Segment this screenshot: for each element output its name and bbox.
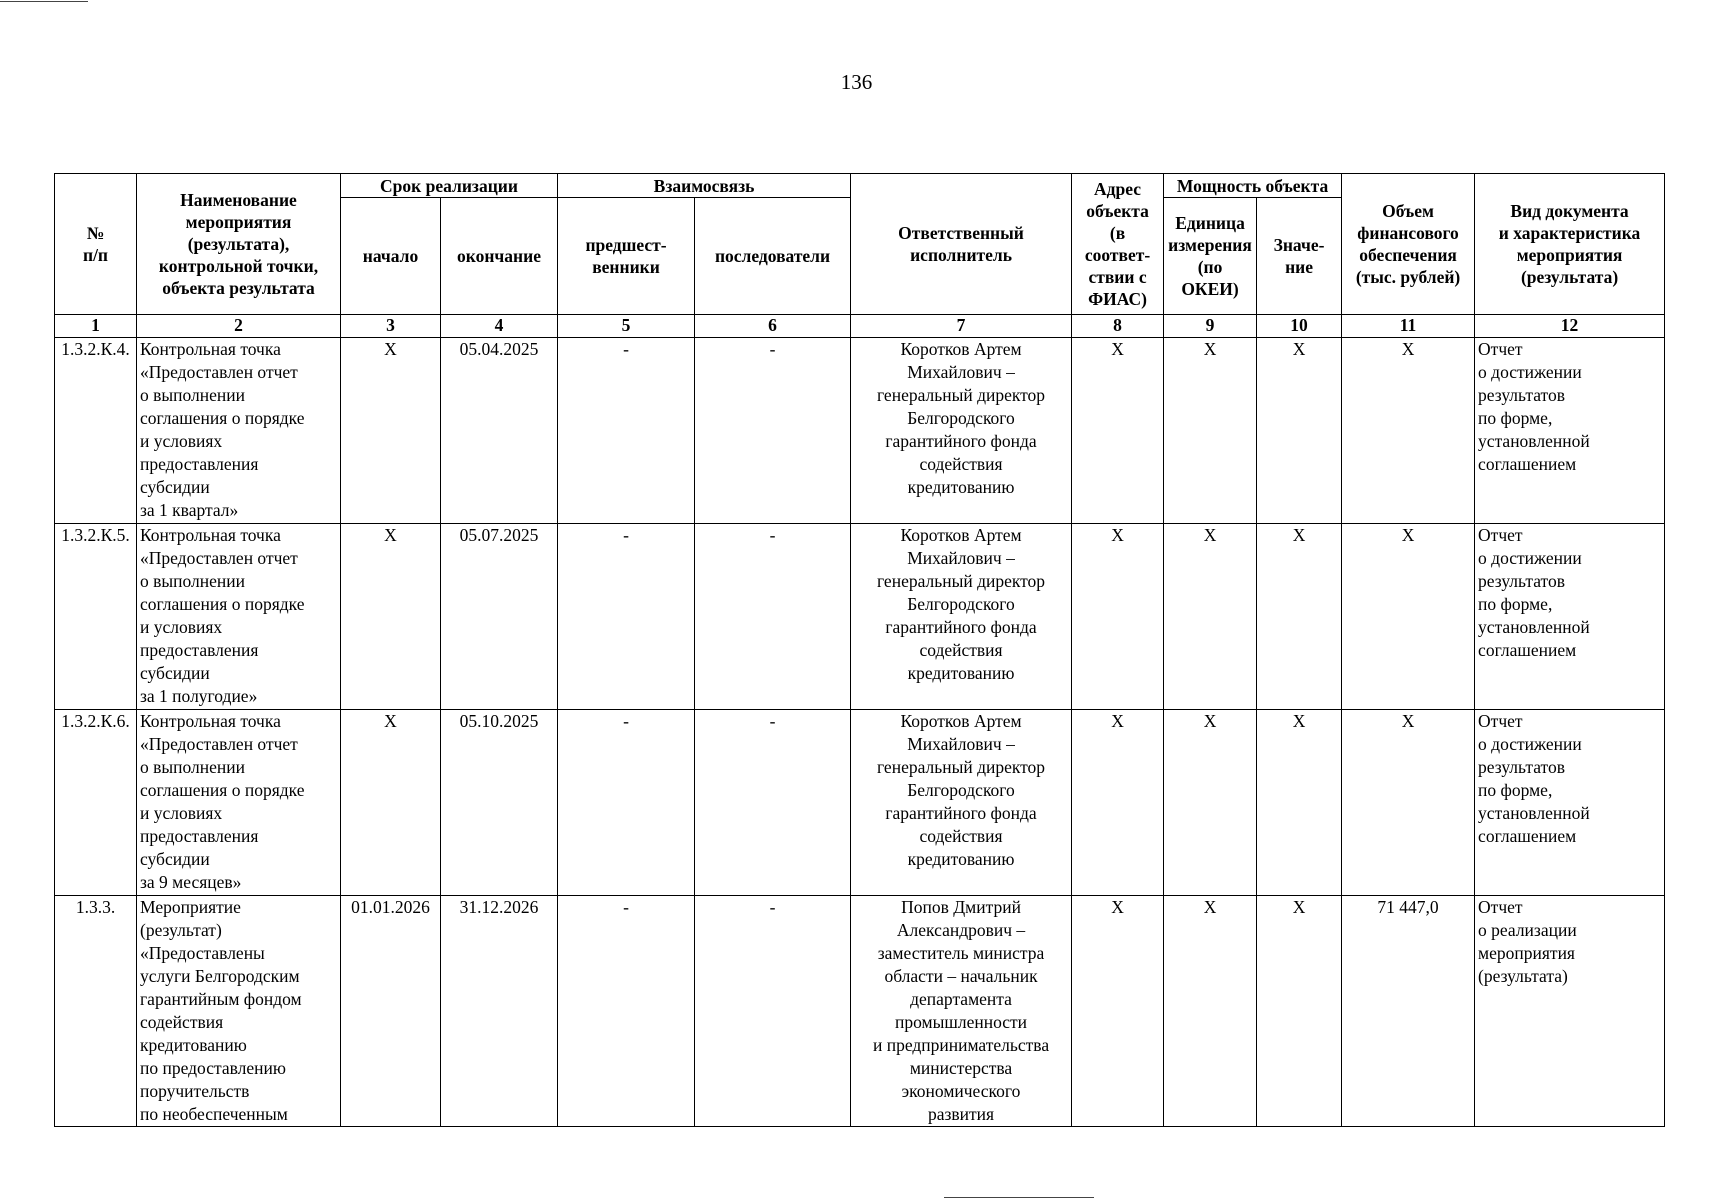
column-number: 11 [1342,315,1475,338]
row-followers: - [695,710,851,896]
row-num: 1.3.3. [55,896,137,1127]
row-end: 05.10.2025 [441,710,558,896]
row-name: Контрольная точка «Предоставлен отчет о выполнении соглашения о порядке и условиях предоставления субсидии за 1 квартал» [137,338,341,524]
header-start: начало [341,198,441,315]
scan-mark-top-left [0,1,88,2]
row-start: Х [341,710,441,896]
row-unit: Х [1164,896,1257,1127]
header-capacity: Мощность объекта [1164,174,1342,198]
row-value: Х [1257,338,1342,524]
row-name: Мероприятие (результат) «Предоставлены услуги Белгородским гарантийным фондом содействия кредитованию по предоставлению поручительств по необеспеченным [137,896,341,1127]
table-row [55,338,1665,524]
column-number: 1 [55,315,137,338]
column-number: 7 [851,315,1072,338]
row-value: Х [1257,896,1342,1127]
row-responsible: Попов Дмитрий Александрович – заместитель министра области – начальник департамента промышленности и предпринимательства министерства экономического развития [851,896,1072,1127]
column-number: 3 [341,315,441,338]
header-relation: Взаимосвязь [558,174,851,198]
row-predecessors: - [558,896,695,1127]
header-unit: Единица измерения (по ОКЕИ) [1164,198,1257,315]
row-unit: Х [1164,338,1257,524]
header-responsible: Ответственный исполнитель [851,174,1072,315]
row-start: Х [341,338,441,524]
header-name: Наименование мероприятия (результата), контрольной точки, объекта результата [137,174,341,315]
row-name: Контрольная точка «Предоставлен отчет о выполнении соглашения о порядке и условиях предоставления субсидии за 9 месяцев» [137,710,341,896]
table-row [55,524,1665,710]
page-number: 136 [840,70,873,94]
row-start: Х [341,524,441,710]
row-finance: Х [1342,710,1475,896]
column-number: 9 [1164,315,1257,338]
column-number: 5 [558,315,695,338]
row-finance: Х [1342,524,1475,710]
header-finance: Объем финансового обеспечения (тыс. рублей) [1342,174,1475,315]
row-unit: Х [1164,710,1257,896]
column-number: 12 [1475,315,1665,338]
row-num: 1.3.2.К.5. [55,524,137,710]
header-predecessors: предшест- венники [558,198,695,315]
column-number: 4 [441,315,558,338]
row-value: Х [1257,524,1342,710]
row-followers: - [695,896,851,1127]
row-finance: 71 447,0 [1342,896,1475,1127]
header-num: № п/п [55,174,137,315]
row-num: 1.3.2.К.4. [55,338,137,524]
column-number: 2 [137,315,341,338]
row-responsible: Коротков Артем Михайлович – генеральный директор Белгородского гарантийного фонда содействия кредитованию [851,338,1072,524]
row-num: 1.3.2.К.6. [55,710,137,896]
row-doc: Отчет о достижении результатов по форме, установленной соглашением [1475,524,1665,710]
header-end: окончание [441,198,558,315]
header-doc-type: Вид документа и характеристика мероприятия (результата) [1475,174,1665,315]
table-row [55,710,1665,896]
header-period: Срок реализации [341,174,558,198]
scan-mark-bottom [944,1197,1094,1198]
header-followers: последователи [695,198,851,315]
row-predecessors: - [558,524,695,710]
header-address: Адрес объекта (в соответ- ствии с ФИАС) [1072,174,1164,315]
plan-table [54,173,1665,1127]
column-number: 6 [695,315,851,338]
table-row [55,896,1665,1127]
row-responsible: Коротков Артем Михайлович – генеральный директор Белгородского гарантийного фонда содействия кредитованию [851,710,1072,896]
row-predecessors: - [558,710,695,896]
row-address: Х [1072,524,1164,710]
row-doc: Отчет о достижении результатов по форме, установленной соглашением [1475,710,1665,896]
column-number: 10 [1257,315,1342,338]
row-end: 31.12.2026 [441,896,558,1127]
row-name: Контрольная точка «Предоставлен отчет о выполнении соглашения о порядке и условиях предоставления субсидии за 1 полугодие» [137,524,341,710]
row-doc: Отчет о реализации мероприятия (результата) [1475,896,1665,1127]
row-followers: - [695,524,851,710]
row-address: Х [1072,896,1164,1127]
row-followers: - [695,338,851,524]
row-value: Х [1257,710,1342,896]
row-end: 05.07.2025 [441,524,558,710]
column-number: 8 [1072,315,1164,338]
header-value: Значе- ние [1257,198,1342,315]
row-doc: Отчет о достижении результатов по форме, установленной соглашением [1475,338,1665,524]
row-start: 01.01.2026 [341,896,441,1127]
row-predecessors: - [558,338,695,524]
row-unit: Х [1164,524,1257,710]
row-address: Х [1072,710,1164,896]
row-finance: Х [1342,338,1475,524]
row-address: Х [1072,338,1164,524]
row-responsible: Коротков Артем Михайлович – генеральный директор Белгородского гарантийного фонда содействия кредитованию [851,524,1072,710]
row-end: 05.04.2025 [441,338,558,524]
